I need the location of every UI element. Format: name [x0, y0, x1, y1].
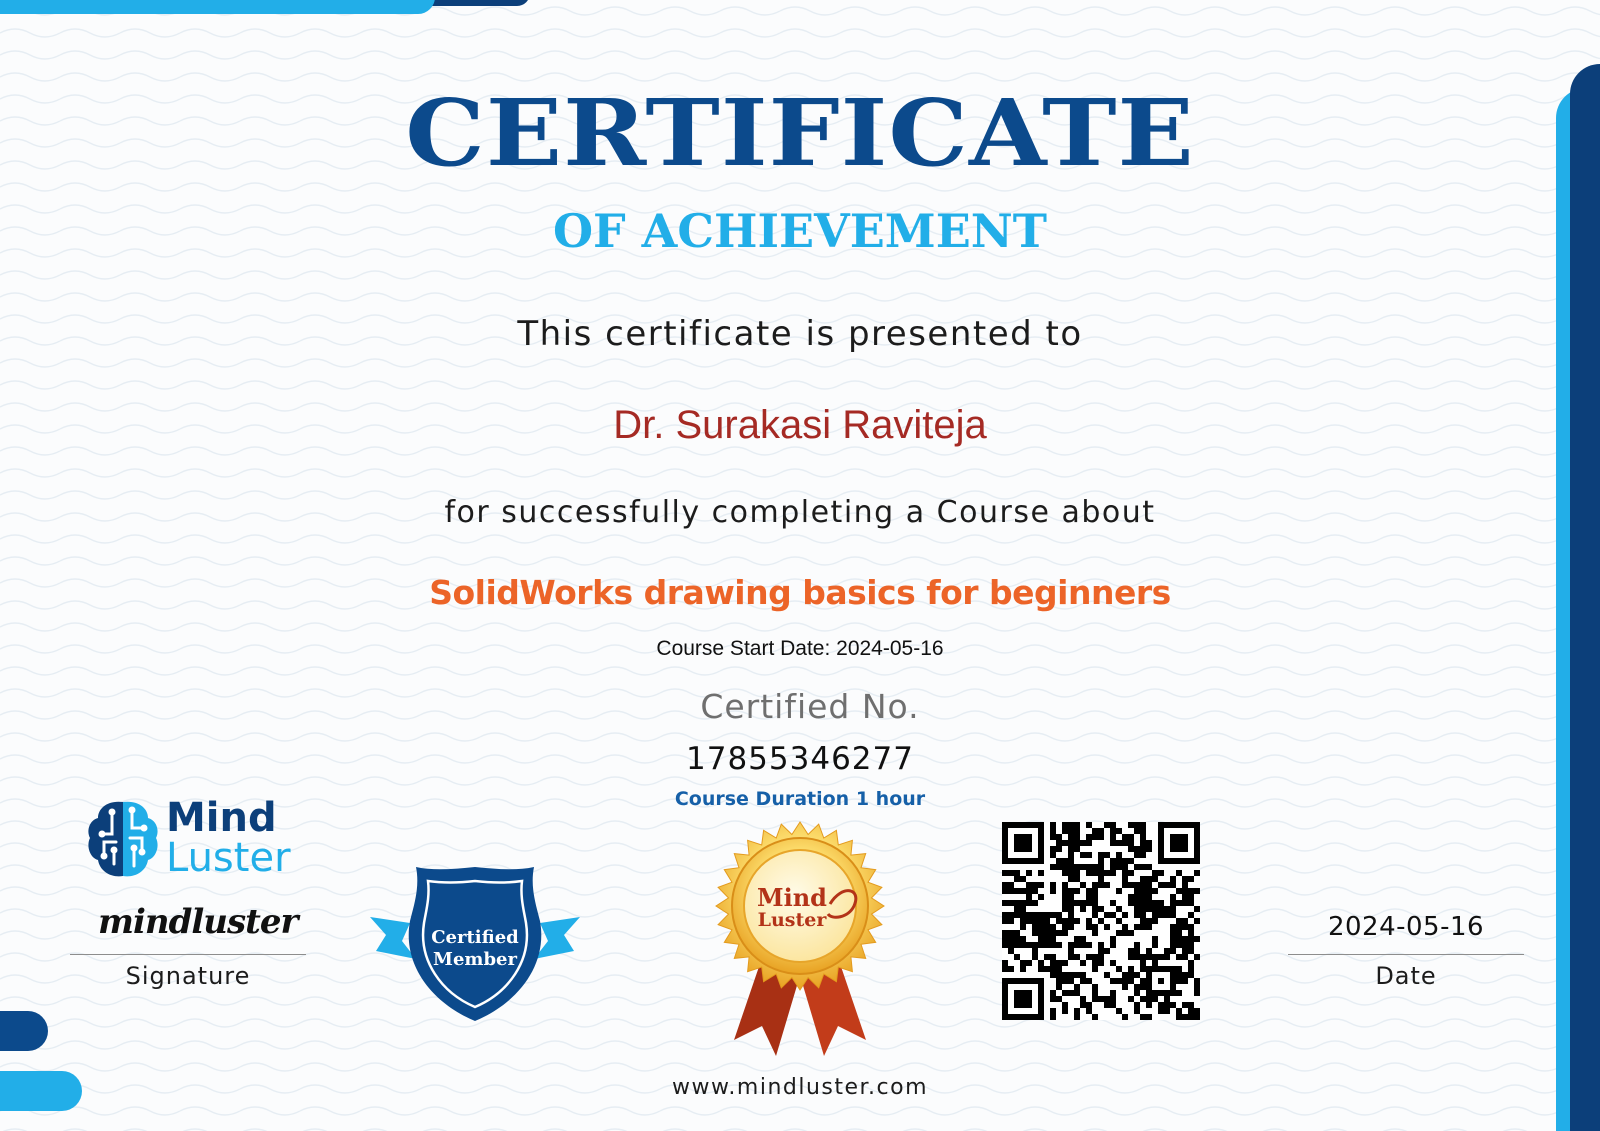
seal-line1: Mind	[757, 883, 827, 912]
certified-number: 17855346277	[686, 741, 914, 777]
certified-no-label: Certified No.	[700, 687, 920, 726]
completion-text: for successfully completing a Course about	[444, 495, 1156, 530]
date-value: 2024-05-16	[1327, 912, 1485, 942]
badge-line2: Member	[433, 949, 517, 970]
course-start-date: Course Start Date: 2024-05-16	[656, 637, 944, 660]
course-duration: Course Duration 1 hour	[674, 788, 926, 810]
website-link[interactable]: www.mindluster.com	[671, 1075, 929, 1100]
brain-circuit-icon	[86, 798, 160, 880]
presented-to-text: This certificate is presented to	[517, 314, 1083, 354]
mindluster-logo	[86, 795, 316, 882]
signature-script: mindluster	[98, 902, 298, 942]
shield-badge-icon	[370, 865, 580, 1023]
bottom-pill-dark	[0, 1011, 48, 1051]
date-line	[1288, 954, 1524, 955]
certificate-subtitle: OF ACHIEVEMENT	[552, 204, 1048, 258]
qr-code-icon	[1002, 822, 1200, 1020]
course-title: SolidWorks drawing basics for beginners	[429, 573, 1171, 612]
logo-luster-text: Luster	[166, 835, 291, 881]
gold-seal-ribbon-icon	[712, 818, 888, 1058]
logo-mind-text: Mind	[166, 795, 277, 841]
signature-line	[70, 954, 306, 955]
recipient-name: Dr. Surakasi Raviteja	[613, 403, 987, 447]
badge-line1: Certified	[431, 927, 519, 948]
date-label: Date	[1375, 962, 1437, 990]
signature-label: Signature	[125, 962, 251, 990]
seal-line2: Luster	[757, 909, 827, 931]
certificate-title: CERTIFICATE	[405, 78, 1195, 188]
top-bar-light	[0, 0, 435, 14]
